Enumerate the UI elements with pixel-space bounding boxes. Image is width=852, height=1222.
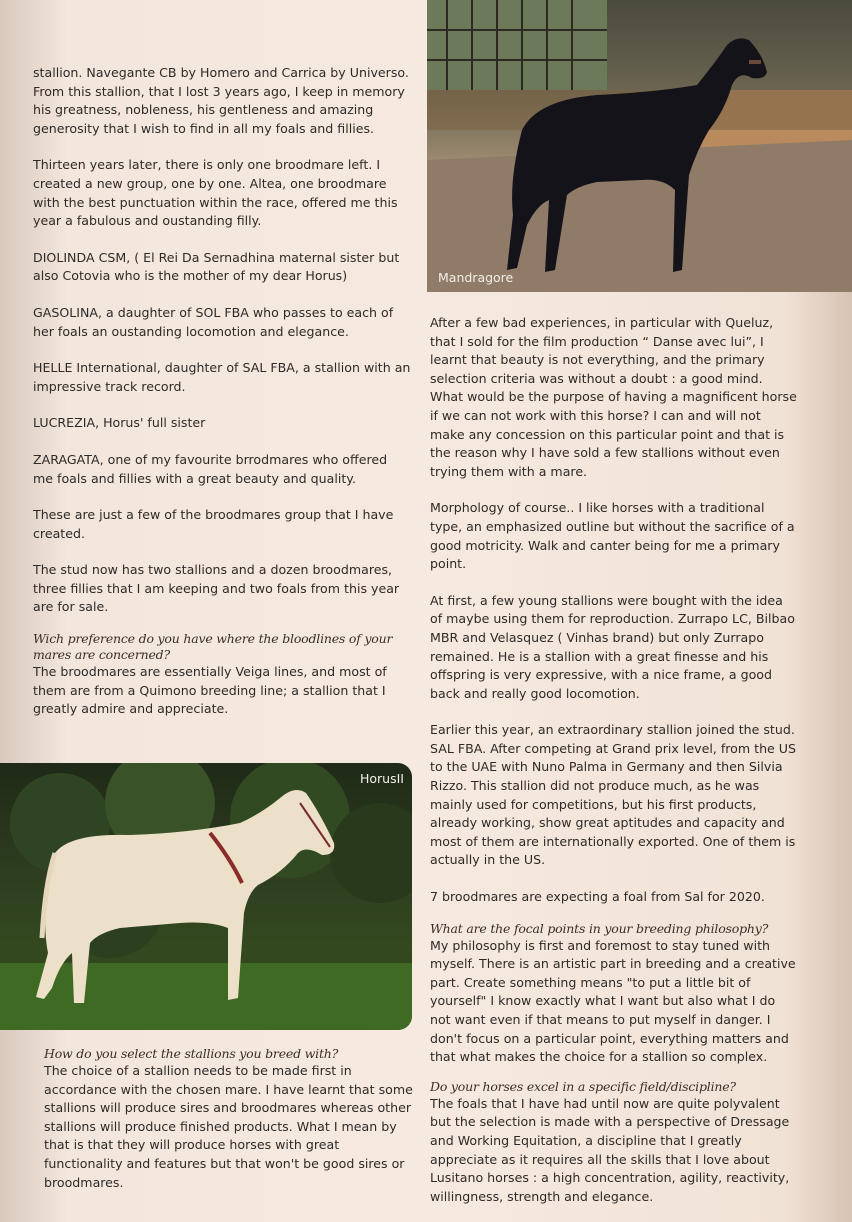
mandragore-photo (427, 0, 852, 292)
right-paragraph-1: After a few bad experiences, in particular with Queluz, that I sold for the film production “ Danse avec lui”, I learnt that beauty is not everything, and the primary selection criteria was without a doubt : a good mind. What would be the purpose of having a magnificent horse if we can not work with this horse? I can and will not make any concession on this particular point and that is the reason why I have sold a few stallions without even trying them with a mare. (430, 315, 797, 479)
left-column (33, 64, 411, 737)
left-paragraph-11: The choice of a stallion needs to be made first in accordance with the chosen mare. I have learnt that some stallions will produce sires and broodmares whereas other stallions will produce finished products. What I mean by that is that they will produce horses with great functionality and features but that won't be good sires or broodmares. (44, 1063, 413, 1190)
right-paragraph-3: At first, a few young stallions were bought with the idea of maybe using them for reproduction. Zurrapo LC, Bilbao MBR and Velasquez ( Vinhas brand) but only Zurrapo remained. He is a stallion with a great finesse and his offspring is very expressive, with a nice frame, a good back and really good locomotion. (430, 592, 795, 701)
left-paragraph-1: stallion. Navegante CB by Homero and Carrica by Universo. From this stallion, that I lost 3 years ago, I keep in memory his greatness, nobleness, his gentleness and amazing generosity that I wish to find in all my foals and fillies. (33, 65, 409, 136)
right-paragraph-5: 7 broodmares are expecting a foal from Sal for 2020. (430, 889, 765, 905)
left-paragraph-6: LUCREZIA, Horus' full sister (33, 415, 206, 431)
left-paragraph-3: DIOLINDA CSM, ( El Rei Da Sernadhina maternal sister but also Cotovia who is the mother of my dear Horus) (33, 249, 400, 284)
left-paragraph-10: The broodmares are essentially Veiga lines, and most of them are from a Quimono breeding line; a stallion that I greatly admire and appreciate. (33, 664, 387, 717)
left-paragraph-9: The stud now has two stallions and a dozen broodmares, three fillies that I am keeping and two foals from this year are for sale. (33, 562, 400, 615)
mandragore-horse-illustration (427, 0, 852, 292)
discipline-heading: Do your horses excel in a specific field/discipline? (430, 1078, 736, 1094)
mandragore-caption: Mandragore (438, 270, 514, 285)
right-paragraph-4: Earlier this year, an extraordinary stallion joined the stud. SAL FBA. After competing at Grand prix level, from the US to the UAE with Nuno Palma in Germany and then Silvia Rizzo. This stallion did not produce much, as he was mainly used for competitions, but his first products, already working, show great aptitudes and capacity and most of them are internationally exported. One of them is actually in the US. (430, 722, 797, 868)
left-paragraph-7: ZARAGATA, one of my favourite brrodmares who offered me foals and fillies with a great beauty and quality. (33, 451, 388, 486)
right-paragraph-7: The foals that I have had until now are quite polyvalent but the selection is made with a perspective of Dressage and Working Equitation, a discipline that I greatly appreciate as it requires all the skills that I love about Lusitano horses : a high concentration, agility, reactivity, willingness, strength and elegance. (430, 1095, 790, 1204)
left-paragraph-4: GASOLINA, a daughter of SOL FBA who passes to each of her foals an oustanding locomotion and elegance. (33, 304, 394, 339)
right-column (430, 314, 798, 1222)
left-paragraph-5: HELLE International, daughter of SAL FBA, a stallion with an impressive track record. (33, 360, 411, 394)
philosophy-heading: What are the focal points in your breeding philosophy? (430, 920, 769, 936)
bloodlines-heading: Wich preference do you have where the bloodlines of your mares are concerned? (33, 631, 393, 663)
horus-photo (0, 763, 412, 1030)
right-paragraph-2: Morphology of course.. I like horses with a traditional type, an emphasized outline but without the sacrifice of a good motricity. Walk and canter being for me a primary point. (430, 500, 795, 572)
horus-horse-illustration (0, 763, 412, 1030)
left-paragraph-8: These are just a few of the broodmares group that I have created. (33, 507, 394, 541)
stallion-selection-heading: How do you select the stallions you breed with? (44, 1046, 339, 1061)
horus-caption: HorusII (360, 771, 404, 786)
right-paragraph-6: My philosophy is first and foremost to stay tuned with myself. There is an artistic part in breeding and a creative part. Create something means "to put a little bit of yourself" I know exactly what I want but also what I do not want even if that means to put myself in danger. I don't focus on a particular point, everything matters and that what makes the choice for a stallion so complex. (430, 937, 796, 1065)
left-column-bottom (44, 1046, 416, 1210)
left-paragraph-2: Thirteen years later, there is only one broodmare left. I created a new group, one by one. Altea, one broodmare with the best punctuation within the race, offered me this year a fabulous and oustanding filly. (33, 157, 398, 229)
